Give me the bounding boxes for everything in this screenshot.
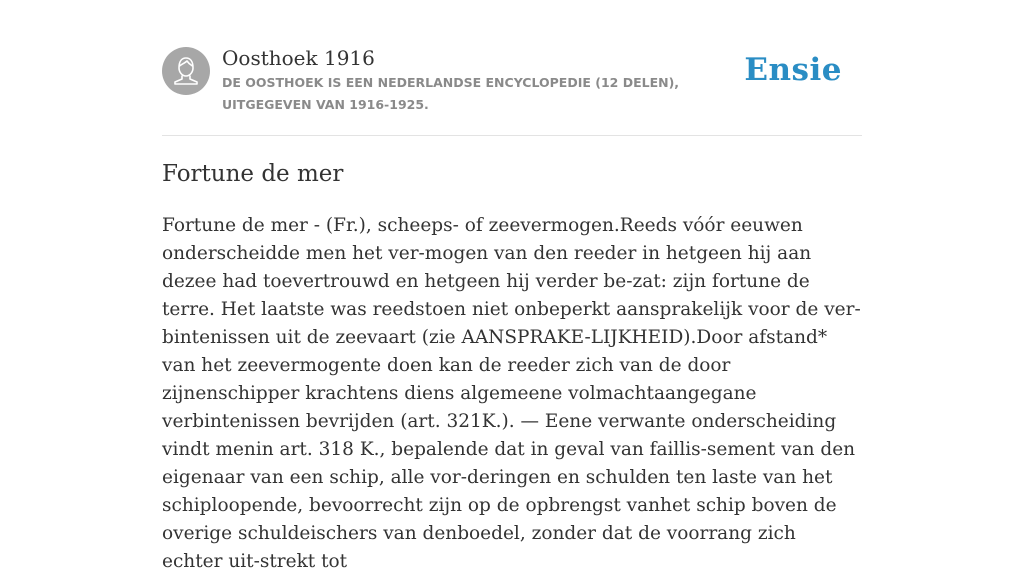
source-info: [222, 45, 762, 116]
page-container: [162, 0, 862, 572]
user-icon: [162, 47, 210, 95]
article-body: Fortune de mer - (Fr.), scheeps- of zeevermogen.Reeds vóór eeuwen onderscheidde men het ver-mogen van den reeder in hetgeen hij aan dezee had toevertrouwd en hetgeen hij verder be-zat: zijn fortune de terre. Het laatste was reedstoen niet onbeperkt aansprakelijk voor de ver-bintenissen uit de zeevaart (zie AANSPRAKE-LIJKHEID).Door afstand* van het zeevermogente doen kan de reeder zich van de door zijnenschipper krachtens diens algemeene volmachtaangegane verbintenissen bevrijden (art. 321K.). — Eene verwante onderscheiding vindt menin art. 318 K., bepalende dat in geval van faillis-sement van den eigenaar van een schip, alle vor-deringen en schulden ten laste van het schiploopende, bevoorrecht zijn op de opbrengst vanhet schip boven de overige schuldeischers van denboedel, zonder dat de voorrang zich echter uit-strekt tot: [162, 215, 861, 572]
avatar[interactable]: [162, 47, 210, 95]
brand-logo[interactable]: Ensie: [744, 52, 842, 88]
article-title: Fortune de mer: [162, 161, 344, 187]
source-title[interactable]: Oosthoek 1916: [222, 46, 375, 70]
source-header: [162, 0, 862, 136]
source-description: DE OOSTHOEK IS EEN NEDERLANDSE ENCYCLOPEDIE (12 DELEN), UITGEGEVEN VAN 1916-1925.: [222, 75, 680, 112]
